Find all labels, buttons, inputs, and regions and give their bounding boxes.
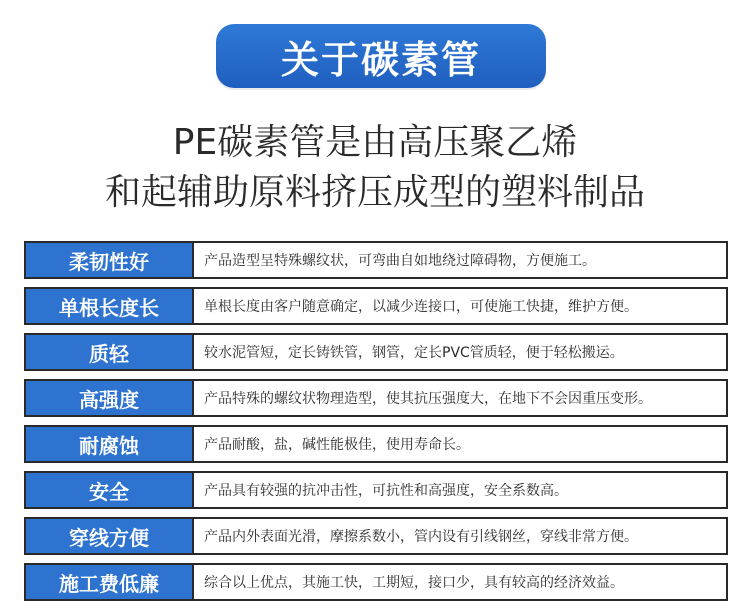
- feature-description: 产品特殊的螺纹状物理造型，使其抗压强度大，在地下不会因重压变形。: [204, 391, 652, 407]
- feature-description: 单根长度由客户随意确定，以减少连接口，可使施工快捷，维护方便。: [204, 299, 638, 315]
- intro-headline: [0, 118, 750, 218]
- feature-label: 耐腐蚀: [26, 427, 194, 461]
- feature-row: [24, 287, 728, 325]
- feature-label: 柔韧性好: [26, 243, 194, 277]
- feature-row: [24, 379, 728, 417]
- feature-label: 穿线方便: [26, 519, 194, 553]
- section-title-banner: [216, 24, 546, 88]
- feature-label: 施工费低廉: [26, 565, 194, 599]
- feature-row: [24, 241, 728, 279]
- intro-line-1: PE碳素管是由高压聚乙烯: [172, 122, 578, 163]
- feature-description: 产品具有较强的抗冲击性，可抗性和高强度，安全系数高。: [204, 483, 568, 499]
- feature-description: 综合以上优点，其施工快，工期短，接口少，具有较高的经济效益。: [204, 575, 624, 591]
- feature-row: [24, 333, 728, 371]
- section-title: 关于碳素管: [280, 37, 481, 82]
- feature-label: 单根长度长: [26, 289, 194, 323]
- intro-line-2: 和起辅助原料挤压成型的塑料制品: [104, 172, 645, 213]
- feature-row: [24, 425, 728, 463]
- feature-description: 产品内外表面光滑，摩擦系数小，管内设有引线钢丝，穿线非常方便。: [204, 529, 638, 545]
- feature-label: 质轻: [26, 335, 194, 369]
- feature-row: [24, 563, 728, 601]
- feature-label: 高强度: [26, 381, 194, 415]
- feature-row: [24, 471, 728, 509]
- feature-label: 安全: [26, 473, 194, 507]
- feature-row: [24, 517, 728, 555]
- feature-table: [24, 241, 728, 609]
- feature-description: 产品造型呈特殊螺纹状，可弯曲自如地绕过障碍物，方便施工。: [204, 253, 596, 269]
- feature-description: 较水泥管短，定长铸铁管，钢管，定长PVC管质轻，便于轻松搬运。: [204, 345, 624, 361]
- feature-description: 产品耐酸，盐，碱性能极佳，使用寿命长。: [204, 437, 470, 453]
